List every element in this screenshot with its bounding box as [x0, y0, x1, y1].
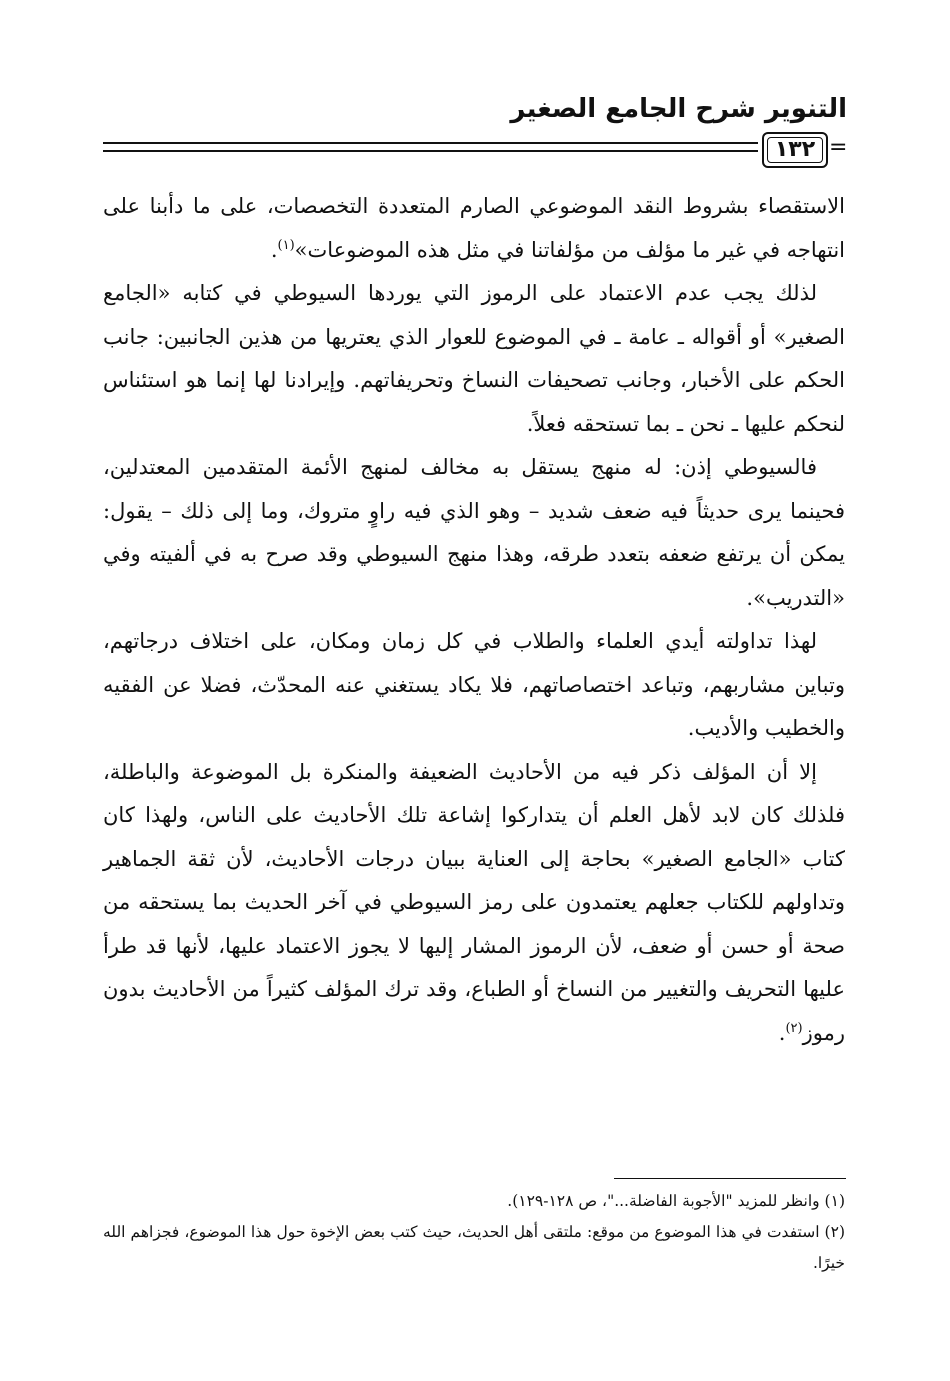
paragraph: لهذا تداولته أيدي العلماء والطلاب في كل زمان ومكان، على اختلاف درجاتهم، وتباين مشاربهم، وتباعد اختصاصاتهم، فلا يكاد يستغني عنه المحدّث، فضلا عن الفقيه والخطيب والأديب. [103, 629, 845, 740]
footnote-ref: (١) [277, 237, 295, 253]
paragraph-text: إلا أن المؤلف ذكر فيه من الأحاديث الضعيفة والمنكرة بل الموضوعة والباطلة، فلذلك كان لابد لأهل العلم أن يتداركوا إشاعة تلك الأحاديث على الناس، ولهذا كان كتاب «الجامع الصغير» بحاجة إلى العناية ببيان درجات الأحاديث، لأن ثقة الجماهير وتداولهم للكتاب جعلهم يعتمدون على رمز السيوطي في آخر الحديث بما يستحقه من صحة أو حسن أو ضعف، لأن الرموز المشار إليها لا يجوز الاعتماد عليها، لأنها قد طرأ عليها التحريف والتغيير من النساخ أو الطباع، وقد ترك المؤلف كثيراً من الأحاديث بدون رموز [103, 759, 845, 1045]
page-number-box: ١٣٢ [762, 132, 828, 168]
paragraph: فالسيوطي إذن: له منهج يستقل به مخالف لمنهج الأئمة المتقدمين المعتدلين، فحينما يرى حديثاً فيه ضعف شديد – وهو الذي فيه راوٍ متروك، وما إلى ذلك – يقول: يمكن أن يرتفع ضعفه بتعدد طرقه، وهذا منهج السيوطي وقد صرح به في ألفيته وفي «التدريب». [103, 455, 845, 610]
paragraph-text: الاستقصاء بشروط النقد الموضوعي الصارم المتعددة التخصصات، على ما دأبنا على انتهاجه في غير ما مؤلف من مؤلفاتنا في مثل هذه الموضوعات» [103, 194, 845, 262]
header-mark: = [829, 135, 848, 160]
footnote: (٢) استفدت في هذا الموضوع من موقع: ملتقى أهل الحديث، حيث كتب بعض الإخوة حول هذا الموضوع، فجزاهم الله خيرًا. [103, 1223, 845, 1272]
paragraph [103, 185, 845, 272]
paragraph-end: . [778, 1020, 786, 1045]
footnote: (١) وانظر للمزيد "الأجوبة الفاضلة..."، ص ١٢٨-١٢٩). [507, 1192, 845, 1210]
header-rule-bottom [103, 150, 758, 152]
footnotes [103, 1186, 845, 1279]
header-rule-top [103, 142, 758, 144]
footnote-ref: (٢) [785, 1020, 803, 1036]
running-header-title: التنوير شرح الجامع الصغير [510, 94, 847, 124]
paragraph: لذلك يجب عدم الاعتماد على الرموز التي يوردها السيوطي في كتابه «الجامع الصغير» أو أقواله ـ عامة ـ في الموضوع للعوار الذي يعتريها من هذين الجانبين: جانب الحكم على الأخبار، وجانب تصحيفات النساخ وتحريفاتهم. وإيرادنا لها إنما هو استئناس لنحكم عليها ـ نحن ـ بما تستحقه فعلاً. [103, 281, 845, 436]
paragraph-end: . [270, 237, 278, 262]
footnote-separator [614, 1178, 846, 1179]
paragraph [103, 751, 845, 1056]
main-text [103, 185, 845, 1055]
